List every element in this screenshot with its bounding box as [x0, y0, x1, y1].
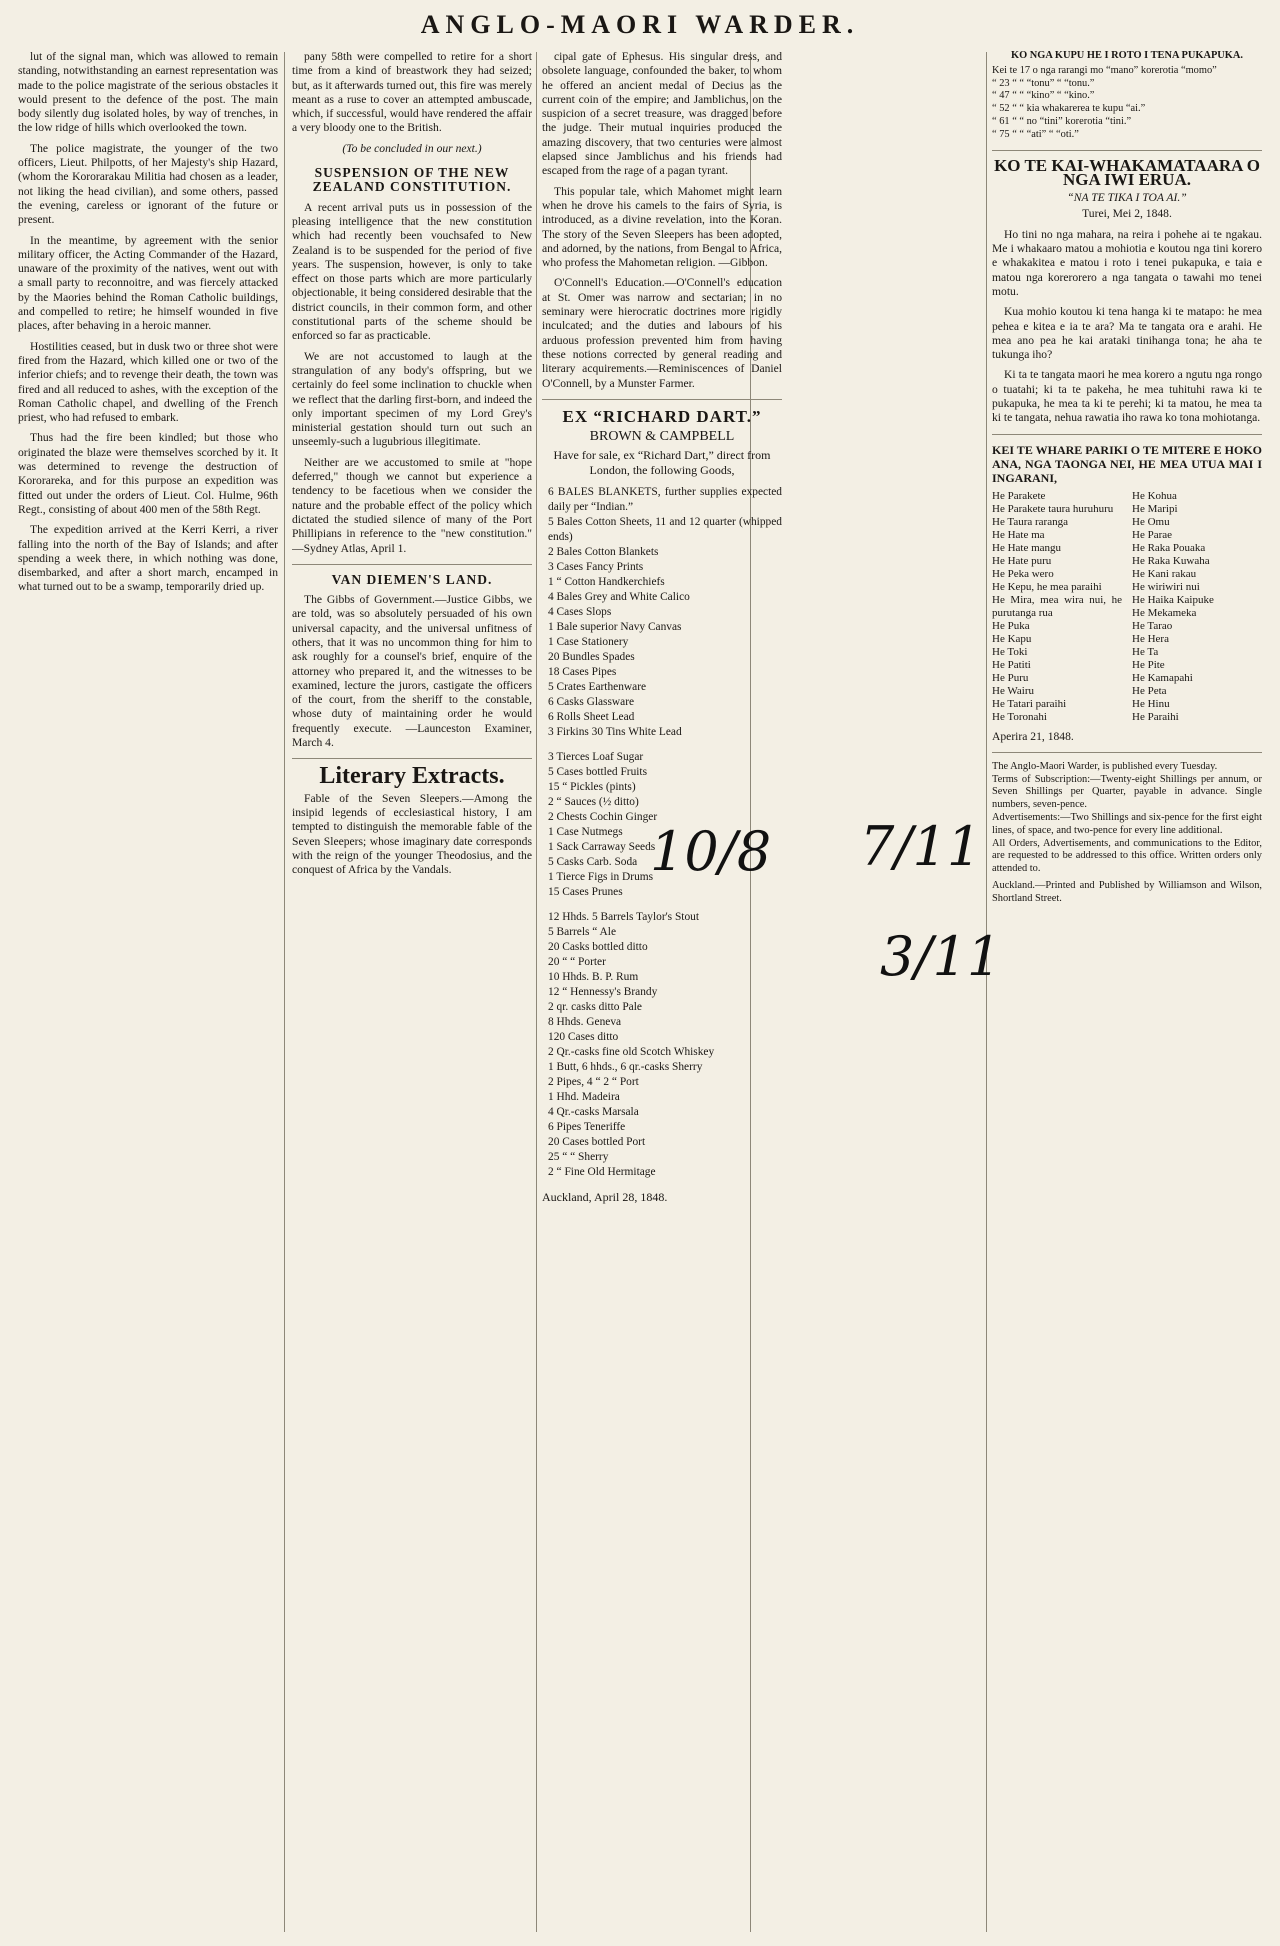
handwritten-mark: 7/11	[860, 815, 982, 878]
list-item: 20 Cases bottled Port	[548, 1136, 646, 1149]
list-item: He Kohua	[1132, 489, 1177, 502]
list-item: He Ta	[1132, 645, 1159, 658]
footer-note: Advertisements:—Two Shillings and six-pence for the first eight lines, of space, and two-pence for every line additional.	[992, 812, 1262, 836]
column-rule	[284, 52, 285, 1932]
notice-date: Aperira 21, 1848.	[992, 729, 1074, 743]
list-item: He Raka Pouaka	[1132, 541, 1206, 554]
article-paragraph: A recent arrival puts us in possession of the pleasing intelligence that the new constitution which had recently been vouchsafed to New Zealand is to be suspended for the period of five years. The suspension, however, is only to take effect on those parts which are more particularly objectionable, it being considered desirable that the district councils, in their common form, and other constitutional parts of the scheme should be enforced so far as practicable.	[292, 200, 532, 343]
list-item: He wiriwiri nui	[1132, 580, 1200, 593]
article-paragraph: This popular tale, which Mahomet might learn when he drove his camels to the fairs of Syria, is introduced, as a divine revelation, into the Koran. The story of the Seven Sleepers has been adopted, and adorned, by the nations, from Bengal to Africa, who profess the Mahometan religion. —Gibbon.	[542, 184, 782, 270]
list-item: 12 Hhds. 5 Barrels Taylor's Stout	[548, 911, 700, 924]
advert-intro: Have for sale, ex “Richard Dart,” direct from London, the following Goods,	[553, 448, 771, 477]
list-item: 4 Bales Grey and White Calico	[548, 591, 690, 604]
list-item: 5 Cases bottled Fruits	[548, 766, 648, 779]
column-4	[756, 50, 978, 1936]
list-item: 4 Qr.-casks Marsala	[548, 1106, 639, 1119]
list-item: He Paraihi	[1132, 710, 1179, 723]
article-paragraph: Thus had the fire been kindled; but those who originated the blaze were themselves scorched by it. It was determined to revenge the destruction of Kororareka, and for this purpose an expedition was fitted out under the orders of Lieut. Col. Hulme, 96th Regt., consisting of about 400 men of the 58th Regt.	[18, 431, 278, 516]
list-item: 3 Tierces Loaf Sugar	[548, 751, 644, 764]
list-item: He Mira, mea wira nui, he purutanga rua	[992, 593, 1122, 619]
divider	[542, 399, 782, 400]
list-item: He Puka	[992, 619, 1030, 632]
errata-row: “ 23 “ “ “tonu” “ “tonu.”	[992, 77, 1095, 89]
advert-firm: BROWN & CAMPBELL	[589, 429, 735, 445]
list-item: 6 BALES BLANKETS, further supplies expected daily per “Indian.”	[548, 486, 782, 514]
masthead-title: ANGLO-MAORI WARDER.	[420, 10, 860, 39]
list-item: 2 Chests Cochin Ginger	[548, 811, 658, 824]
column-5	[992, 50, 1262, 1936]
list-item: 1 Case Stationery	[548, 636, 629, 649]
section-heading-van-diemen: VAN DIEMEN'S LAND.	[331, 571, 493, 587]
list-item: He Hate ma	[992, 528, 1045, 541]
list-item: 2 “ Sauces (½ ditto)	[548, 796, 639, 809]
list-item: He Raka Kuwaha	[1132, 554, 1210, 567]
list-item: He Omu	[1132, 515, 1170, 528]
article-paragraph: The Gibbs of Government.—Justice Gibbs, we are told, was so absolutely persuaded of his own universal capacity, and the universal unfitness of others, that it was no uncommon thing for him to ask roughly for a counsel's brief, enquire of the attorney who prepared it, and the witnesses to be examined, lecture the jurors, castigate the officers of the court, from the sheriff to the constable, whose duty of maintaining order he would frequently execute. —Launceston Examiner, March 4.	[292, 593, 532, 750]
article-paragraph: The police magistrate, the younger of the two officers, Lieut. Philpotts, of her Majesty's ship Hazard, (whom the Kororarakau Militia had chosen as a leader, not liking the head civilian), and some others, passed the evening, careless or ignorant of the future or present.	[18, 141, 278, 227]
advert-group-3	[542, 910, 782, 1180]
list-item: 5 Casks Carb. Soda	[548, 856, 638, 869]
list-item: He Puru	[992, 671, 1029, 684]
list-item: 6 Rolls Sheet Lead	[548, 711, 635, 724]
article-paragraph: Ho tini no nga mahara, na reira i pohehe ai te ngakau. Me i whakaaro matou a mohiotia e koutou nga tini korero e whakakitea e matou i roto i tenei pukapuka, e taia e matou nga korerorero a nga tangata o tawahi mo tenei motu.	[992, 227, 1262, 298]
list-item: 1 Bale superior Navy Canvas	[548, 621, 682, 634]
list-item: He Kani rakau	[1132, 567, 1197, 580]
article-paragraph: Neither are we accustomed to smile at "hope deferred," though we cannot but experience a tendency to be facetious when we consider the nature and the probable effect of the policy which dictated the studied silence of many of the Port Phillipians in reference to the "new constitution." —Sydney Atlas, April 1.	[292, 455, 532, 555]
divider	[292, 758, 532, 759]
list-item: 25 “ “ Sherry	[548, 1151, 609, 1164]
list-item: 6 Pipes Teneriffe	[548, 1121, 626, 1134]
list-item: 20 “ “ Porter	[548, 956, 606, 969]
article-paragraph: lut of the signal man, which was allowed to remain standing, notwithstanding an earnest representation was made to the police magistrate of the serious obstacles it would present to the defence of the post. The main body silently dug isolated holes, by way of trenches, in the low ridge of hills which overlooked the town.	[18, 50, 278, 135]
advert-group-1	[542, 485, 782, 740]
notice-title: KEI TE WHARE PARIKI O TE MITERE E HOKO ANA, NGA TAONGA NEI, HE MEA UTUA MAI I INGARANI,	[992, 442, 1262, 486]
list-item: 1 Hhd. Madeira	[548, 1091, 620, 1104]
list-item: 1 “ Cotton Handkerchiefs	[548, 576, 665, 589]
errata-header: KO NGA KUPU HE I ROTO I TENA PUKAPUKA.	[1011, 50, 1243, 61]
article-paragraph: Ki ta te tangata maori he mea korero a ngutu nga rongo o tuatahi; ki ta te pakeha, he mea tuhituhi rawa ki te pukapuka, he mea ta ki te perehi; ki ta matou, he mea ta ki te tangata, nehua rawatia iho rawa ko tona mohiotanga.	[992, 368, 1262, 425]
list-item: He Hera	[1132, 632, 1169, 645]
list-item: He Peka wero	[992, 567, 1054, 580]
column-rule	[536, 52, 537, 1932]
errata-row: Kei te 17 o nga rarangi mo “mano” korerotia “momo”	[992, 64, 1217, 76]
section-heading-literary: Literary Extracts.	[319, 763, 505, 790]
list-item: 1 Tierce Figs in Drums	[548, 871, 654, 884]
list-item: 10 Hhds. B. P. Rum	[548, 971, 639, 984]
list-item: 2 “ Fine Old Hermitage	[548, 1166, 656, 1179]
maori-title: KO TE KAI-WHAKAMATAARA O NGA IWI ERUA.	[994, 155, 1260, 189]
errata-row: “ 47 “ “ “kino” “ “kino.”	[992, 90, 1095, 102]
list-item: 15 Cases Prunes	[548, 886, 623, 899]
maori-motto: “NA TE TIKA I TOA AI.”	[1067, 191, 1187, 205]
list-item: He Hate puru	[992, 554, 1052, 567]
handwritten-mark: 10/8	[650, 820, 772, 883]
footer-note: All Orders, Advertisements, and communications to the Editor, are requested to be addressed to this office. Written orders only attended to.	[992, 837, 1262, 875]
list-item: He Parakete	[992, 489, 1046, 502]
list-item: He Haika Kaipuke	[1132, 593, 1214, 606]
footer-note: Terms of Subscription:—Twenty-eight Shillings per annum, or Seven Shillings per Quarter, payable in advance. Single numbers, seven-pence.	[992, 773, 1262, 811]
list-item: He Maripi	[1132, 502, 1178, 515]
list-item: He Parae	[1132, 528, 1173, 541]
list-item: 5 Crates Earthenware	[548, 681, 647, 694]
list-item: 15 “ Pickles (pints)	[548, 781, 636, 794]
list-item: 6 Casks Glassware	[548, 696, 635, 709]
column-3	[542, 50, 782, 1936]
list-item: 20 Casks bottled ditto	[548, 941, 648, 954]
article-paragraph: In the meantime, by agreement with the senior military officer, the Acting Commander of the Hazard, unaware of the proximity of the natives, went out with a small party to reconnoitre, and was fiercely attacked by the Maories behind the Roman Catholic buildings, and compelled to retire; he himself wounded in five places, after behaving in a heroic manner.	[18, 233, 278, 333]
list-item: He Pite	[1132, 658, 1165, 671]
handwritten-mark: 3/11	[880, 925, 1002, 988]
list-item: He Taura raranga	[992, 515, 1068, 528]
article-paragraph: O'Connell's Education.—O'Connell's education at St. Omer was narrow and sectarian; in no seminary were hierocratic doctrines more rigidly inculcated; and the duties and labours of his arduous profession prevented him from having these notions corrected by general reading and literary acquirements.—Reminiscences of Daniel O'Connell, by a Munster Farmer.	[542, 276, 782, 390]
notice-items	[992, 490, 1262, 724]
advert-footer: Auckland, April 28, 1848.	[542, 1190, 668, 1205]
column-1	[18, 50, 278, 1936]
divider	[992, 752, 1262, 753]
column-rule	[986, 52, 987, 1932]
maori-date: Turei, Mei 2, 1848.	[1082, 207, 1172, 221]
list-item: 1 Sack Carraway Seeds	[548, 841, 656, 854]
article-paragraph: cipal gate of Ephesus. His singular dress, and obsolete language, confounded the baker, to whom he offered an ancient medal of Decius as the current coin of the empire; and Jamblichus, on the suspicion of a secret treasure, was dragged before the judge. Their mutual inquiries produced the amazing discovery, that two centuries were almost elapsed since Jamblichus and his friends had escaped from the rage of a pagan tyrant.	[542, 50, 782, 178]
article-paragraph: The expedition arrived at the Kerri Kerri, a river falling into the north of the Bay of Islands; and after spending a week there, in which nothing was done, disembarked, and after a short march, encamped in what turned out to be a swamp, temporarily dried up.	[18, 523, 278, 594]
list-item: He Mekameka	[1132, 606, 1197, 619]
list-item: 3 Firkins 30 Tins White Lead	[548, 726, 682, 739]
article-paragraph: Fable of the Seven Sleepers.—Among the insipid legends of ecclesiastical history, I am tempted to distinguish the memorable fable of the Seven Sleepers; whose imaginary date corresponds with the reign of the younger Theodosius, and the conquest of Africa by the Vandals.	[292, 791, 532, 877]
list-item: 2 Pipes, 4 “ 2 “ Port	[548, 1076, 639, 1089]
article-paragraph: Hostilities ceased, but in dusk two or three shot were fired from the Hazard, which killed one or two of the inferior chiefs; and to revenge their death, the town was fired and all reduced to ashes, with the exception of the Roman Catholic chapel, and dwelling of the French priest, who had refused to embark.	[18, 339, 278, 425]
list-item: 20 Bundles Spades	[548, 651, 635, 664]
list-item: 120 Cases ditto	[548, 1031, 619, 1044]
list-item: 1 Case Nutmegs	[548, 826, 623, 839]
list-item: 4 Cases Slops	[548, 606, 612, 619]
errata-row: “ 52 “ “ kia whakarerea te kupu “ai.”	[992, 103, 1146, 115]
article-paragraph: pany 58th were compelled to retire for a short time from a kind of breastwork they had seized; but, as it afterwards turned out, this fire was merely meant as a ruse to cover an attempted ambuscade, which, if successful, would have rendered the affair a very bloody one to the British.	[292, 50, 532, 135]
list-item: 8 Hhds. Geneva	[548, 1016, 622, 1029]
section-heading-suspension: SUSPENSION OF THE NEW ZEALAND CONSTITUTION.	[312, 165, 512, 195]
column-2	[292, 50, 532, 1936]
list-item: He Kamapahi	[1132, 671, 1193, 684]
list-item: 2 qr. casks ditto Pale	[548, 1001, 642, 1014]
errata-row: “ 61 “ “ no “tini” korerotia “tini.”	[992, 115, 1132, 127]
list-item: 5 Barrels “ Ale	[548, 926, 617, 939]
list-item: 2 Qr.-casks fine old Scotch Whiskey	[548, 1046, 715, 1059]
continued-note: (To be concluded in our next.)	[342, 141, 482, 155]
list-item: 12 “ Hennessy's Brandy	[548, 986, 658, 999]
list-item: He Tatari paraihi	[992, 697, 1067, 710]
list-item: 2 Bales Cotton Blankets	[548, 546, 659, 559]
errata-row: “ 75 “ “ “ati” “ “oti.”	[992, 128, 1079, 140]
list-item: He Toronahi	[992, 710, 1047, 723]
list-item: He Toki	[992, 645, 1028, 658]
list-item: 18 Cases Pipes	[548, 666, 617, 679]
divider	[992, 434, 1262, 435]
list-item: He Wairu	[992, 684, 1034, 697]
list-item: He Patiti	[992, 658, 1031, 671]
list-item: He Kapu	[992, 632, 1032, 645]
footer-note: The Anglo-Maori Warder, is published every Tuesday.	[992, 760, 1218, 772]
list-item: 3 Cases Fancy Prints	[548, 561, 644, 574]
list-item: He Hate mangu	[992, 541, 1062, 554]
list-item: He Tarao	[1132, 619, 1173, 632]
article-paragraph: Kua mohio koutou ki tena hanga ki te matapo: he mea pehea e kitea e ia te ara? Ma te tangata ora e arahi. He mea ano pea he kai arataki tinihanga tona; he aha te tukunga iho?	[992, 305, 1262, 362]
divider	[292, 564, 532, 565]
list-item: 1 Butt, 6 hhds., 6 qr.-casks Sherry	[548, 1061, 703, 1074]
list-item: He Hinu	[1132, 697, 1170, 710]
list-item: He Peta	[1132, 684, 1167, 697]
list-item: He Kepu, he mea paraihi	[992, 580, 1102, 593]
advert-title: EX “RICHARD DART.”	[562, 406, 762, 426]
article-paragraph: We are not accustomed to laugh at the strangulation of any body's offspring, but we certainly do feel some inclination to chuckle when we reflect that the darling first-born, and indeed the only important specimen of my Lord Grey's ministerial gestation should turn out such an unseemly-such a lugubrious illegitimate.	[292, 349, 532, 449]
divider	[992, 150, 1262, 151]
publisher-note: Auckland.—Printed and Published by Williamson and Wilson, Shortland Street.	[992, 879, 1262, 904]
list-item: He Parakete taura huruhuru	[992, 502, 1114, 515]
list-item: 5 Bales Cotton Sheets, 11 and 12 quarter (whipped ends)	[548, 516, 782, 544]
